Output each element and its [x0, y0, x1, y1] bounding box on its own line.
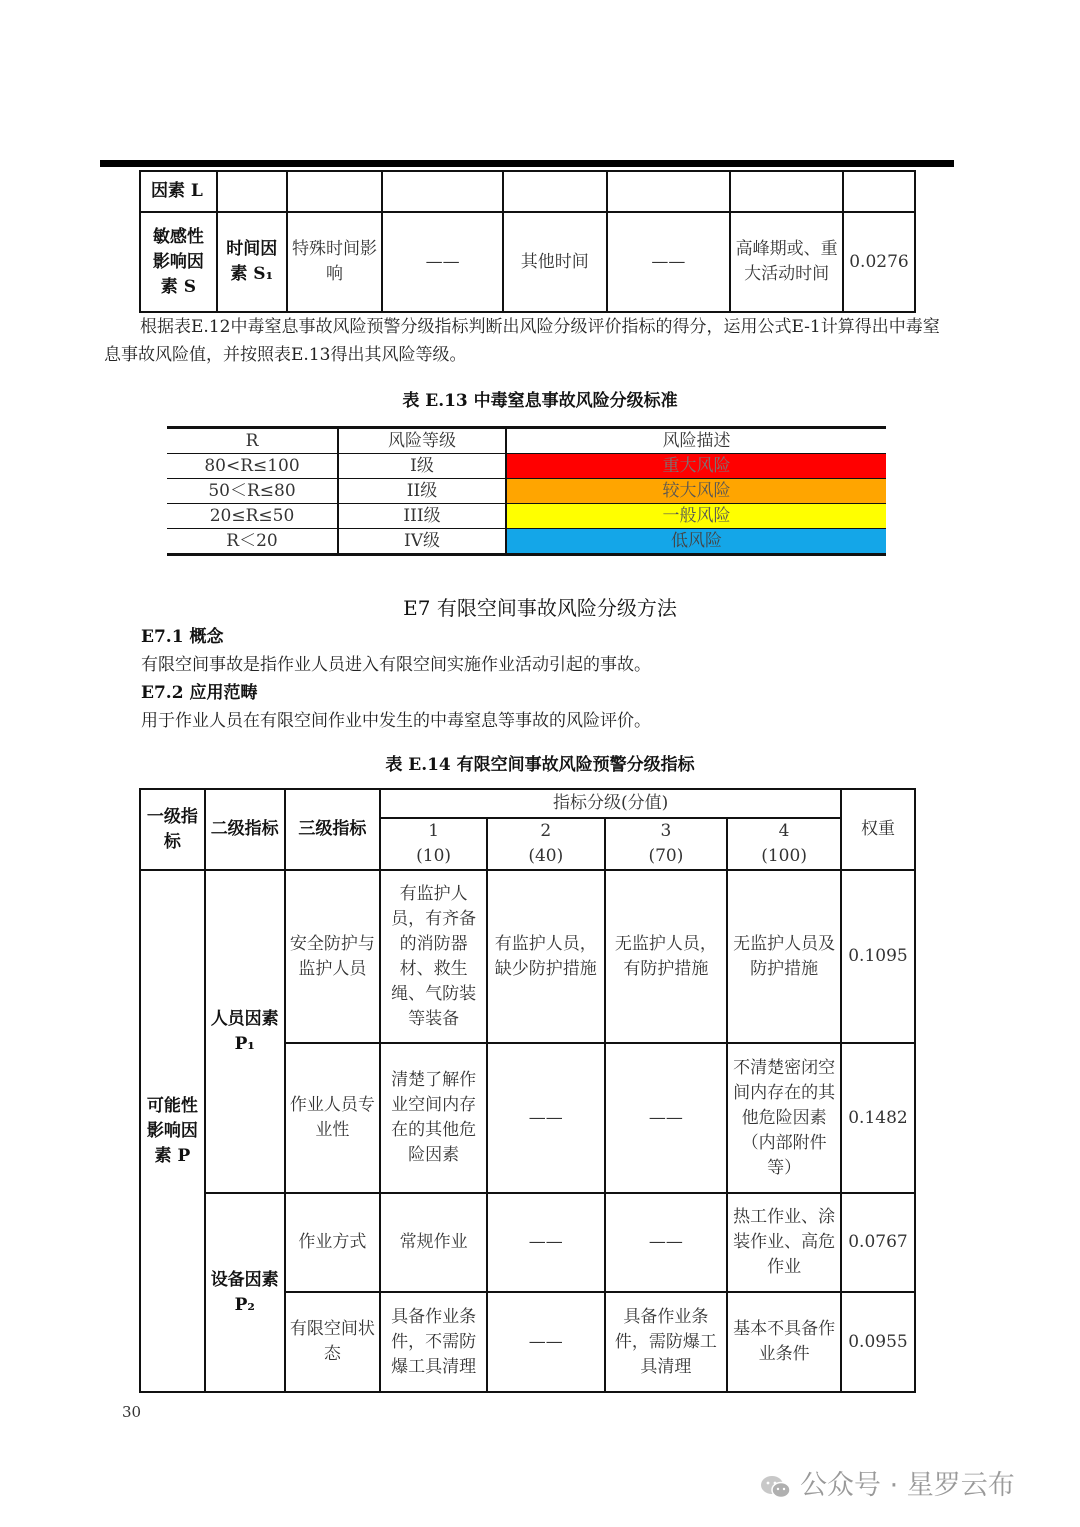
grade-score: (100) — [761, 846, 807, 866]
grade-header — [727, 818, 841, 870]
header-weight: 权重 — [841, 789, 915, 870]
subsection-title: E7.2 应用范畴 — [141, 683, 258, 703]
level1-cell: 可能性影响因素 P — [140, 870, 205, 1392]
grade-cell: —— — [605, 1043, 728, 1193]
time-factor: 时间因素 S₁ — [217, 212, 287, 312]
grade-cell: 常规作业 — [380, 1193, 487, 1292]
r-range: R＜20 — [167, 529, 338, 555]
grade-cell: 有监护人员，有齐备的消防器材、救生绳、气防装等装备 — [380, 870, 487, 1043]
wechat-icon — [760, 1474, 792, 1500]
weight-cell: 0.0955 — [841, 1292, 915, 1392]
watermark-text: 公众号 · 星罗云布 — [800, 1470, 1015, 1501]
table-row — [140, 1193, 915, 1292]
r-range: 50＜R≤80 — [167, 479, 338, 504]
risk-level: IV级 — [338, 529, 506, 555]
level2-cell: 人员因素 P₁ — [205, 870, 285, 1193]
weight-cell: 0.1482 — [841, 1043, 915, 1193]
level3-cell: 作业方式 — [285, 1193, 381, 1292]
header-level3: 三级指标 — [285, 789, 381, 870]
risk-desc: 一般风险 — [506, 504, 886, 529]
page-number: 30 — [122, 1403, 142, 1421]
sensitivity-factor: 敏感性影响因素 S — [140, 212, 217, 312]
risk-level: I级 — [338, 454, 506, 479]
grade-score: (40) — [528, 846, 564, 866]
grade-cell: 热工作业、涂装作业、高危作业 — [727, 1193, 841, 1292]
header-desc: 风险描述 — [506, 428, 886, 454]
grade-cell: 有监护人员，缺少防护措施 — [487, 870, 605, 1043]
weight-cell: 0.1095 — [841, 870, 915, 1043]
risk-table-caption: 表 E.13 中毒窒息事故风险分级标准 — [402, 391, 678, 411]
table-header-row — [167, 428, 886, 454]
risk-level: III级 — [338, 504, 506, 529]
grade-score: (70) — [648, 846, 684, 866]
table-header-row — [140, 789, 915, 818]
grade-header — [605, 818, 728, 870]
grade-header — [487, 818, 605, 870]
grade-score: (10) — [416, 846, 452, 866]
risk-desc: 较大风险 — [506, 479, 886, 504]
table-row — [140, 870, 915, 1043]
risk-grading-table — [167, 426, 886, 556]
level3-cell: 有限空间状态 — [285, 1292, 381, 1392]
index-table — [139, 788, 916, 1393]
section-title: E7 有限空间事故风险分级方法 — [403, 596, 677, 620]
dash-cell: —— — [607, 212, 731, 312]
subsection-text: 有限空间事故是指作业人员进入有限空间实施作业活动引起的事故。 — [141, 655, 651, 675]
header-level2: 二级指标 — [205, 789, 285, 870]
subsection-title: E7.1 概念 — [141, 627, 224, 647]
grade-cell: —— — [487, 1043, 605, 1193]
r-range: 20≤R≤50 — [167, 504, 338, 529]
table-row — [140, 171, 915, 212]
risk-desc: 重大风险 — [506, 454, 886, 479]
peak-time-cell: 高峰期或、重大活动时间 — [730, 212, 843, 312]
grade-number: 4 — [778, 821, 790, 841]
index-table-caption: 表 E.14 有限空间事故风险预警分级指标 — [385, 755, 695, 775]
header-r: R — [167, 428, 338, 454]
grade-cell: 无监护人员，有防护措施 — [605, 870, 728, 1043]
subsection-text: 用于作业人员在有限空间作业中发生的中毒窒息等事故的风险评价。 — [141, 711, 651, 731]
header-grade: 指标分级(分值) — [380, 789, 841, 818]
weight-cell: 0.0276 — [843, 212, 915, 312]
grade-cell: 不清楚密闭空间内存在的其他危险因素（内部附件等） — [727, 1043, 841, 1193]
watermark — [760, 1463, 1015, 1502]
continued-table — [139, 170, 916, 313]
r-range: 80<R≤100 — [167, 454, 338, 479]
table-row — [140, 212, 915, 312]
grade-cell: 无监护人员及防护措施 — [727, 870, 841, 1043]
factor-l-label: 因素 L — [140, 171, 217, 212]
body-paragraph: 根据表E.12中毒窒息事故风险预警分级指标判断出风险分级评价指标的得分，运用公式E-1计算得出中毒窒息事故风险值，并按照表E.13得出其风险等级。 — [104, 317, 940, 365]
table-row — [167, 454, 886, 479]
grade-header — [380, 818, 487, 870]
table-row — [167, 479, 886, 504]
grade-number: 1 — [428, 821, 440, 841]
special-time-cell: 特殊时间影响 — [287, 212, 383, 312]
grade-cell: 具备作业条件，不需防爆工具清理 — [380, 1292, 487, 1392]
risk-desc: 低风险 — [506, 529, 886, 555]
header-level1: 一级指标 — [140, 789, 205, 870]
weight-cell: 0.0767 — [841, 1193, 915, 1292]
dash-cell: —— — [382, 212, 503, 312]
table-row — [167, 529, 886, 555]
grade-cell: —— — [487, 1292, 605, 1392]
table-row — [167, 504, 886, 529]
grade-cell: 具备作业条件，需防爆工具清理 — [605, 1292, 728, 1392]
level2-cell: 设备因素 P₂ — [205, 1193, 285, 1392]
grade-number: 2 — [540, 821, 552, 841]
grade-cell: —— — [605, 1193, 728, 1292]
other-time-cell: 其他时间 — [503, 212, 607, 312]
header-level: 风险等级 — [338, 428, 506, 454]
risk-level: II级 — [338, 479, 506, 504]
grade-cell: 基本不具备作业条件 — [727, 1292, 841, 1392]
grade-cell: —— — [487, 1193, 605, 1292]
level3-cell: 安全防护与监护人员 — [285, 870, 381, 1043]
grade-number: 3 — [660, 821, 672, 841]
grade-cell: 清楚了解作业空间内存在的其他危险因素 — [380, 1043, 487, 1193]
level3-cell: 作业人员专业性 — [285, 1043, 381, 1193]
header-rule — [100, 160, 954, 167]
